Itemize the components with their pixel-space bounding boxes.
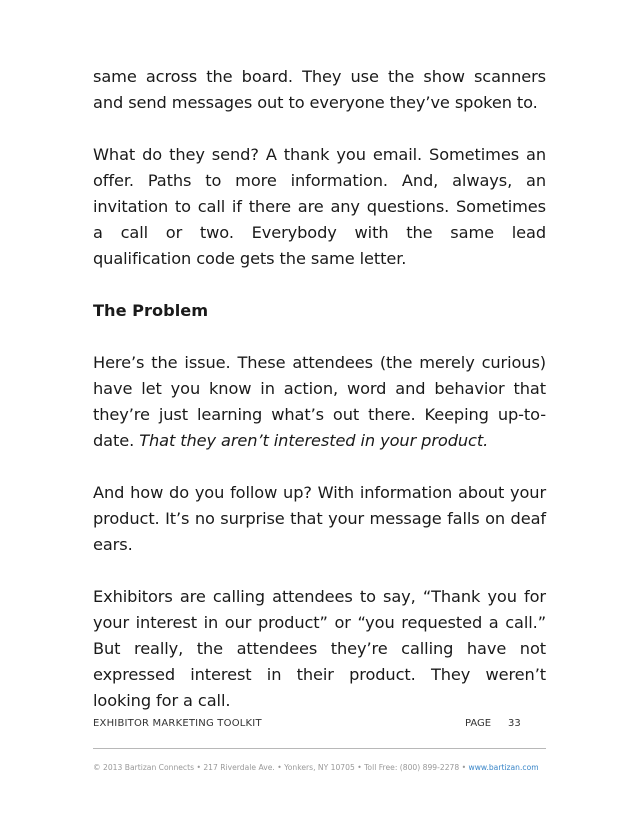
paragraph-2: What do they send? A thank you email. Sometimes an offer. Paths to more information. And, always, an invitation to call if there are any questions. Sometimes a call or two. Everybody with the same lead qualification code gets the same letter. [93,145,546,268]
paragraph-3-emphasis: That they aren’t interested in your product. [139,431,489,450]
paragraph-4: And how do you follow up? With information about your product. It’s no surprise that your message falls on deaf ears. [93,483,546,554]
page-footer [93,718,546,734]
copyright-line [93,763,546,772]
footer-page-number: 33 [508,718,521,729]
section-heading: The Problem [93,301,209,320]
page-body [93,64,546,740]
paragraph-1: same across the board. They use the show scanners and send messages out to everyone they’ve spoken to. [93,67,546,112]
footer-page-label: PAGE [465,718,492,729]
paragraph-3 [93,350,546,454]
footer-title: EXHIBITOR MARKETING TOOLKIT [93,718,262,729]
footer-divider [93,748,546,749]
website-link[interactable]: www.bartizan.com [468,763,539,772]
copyright-text: © 2013 Bartizan Connects • 217 Riverdale Ave. • Yonkers, NY 10705 • Toll Free: (800) 899-2278 • [93,763,467,772]
paragraph-3-text: Here’s the issue. These attendees (the merely curious) have let you know in action, word and behavior that they’re just learning what’s out there. Keeping up-to-date. [93,353,546,450]
paragraph-5: Exhibitors are calling attendees to say, “Thank you for your interest in our product” or “you requested a call.” But really, the attendees they’re calling have not expressed interest in their product. They weren’t looking for a call. [93,587,546,710]
